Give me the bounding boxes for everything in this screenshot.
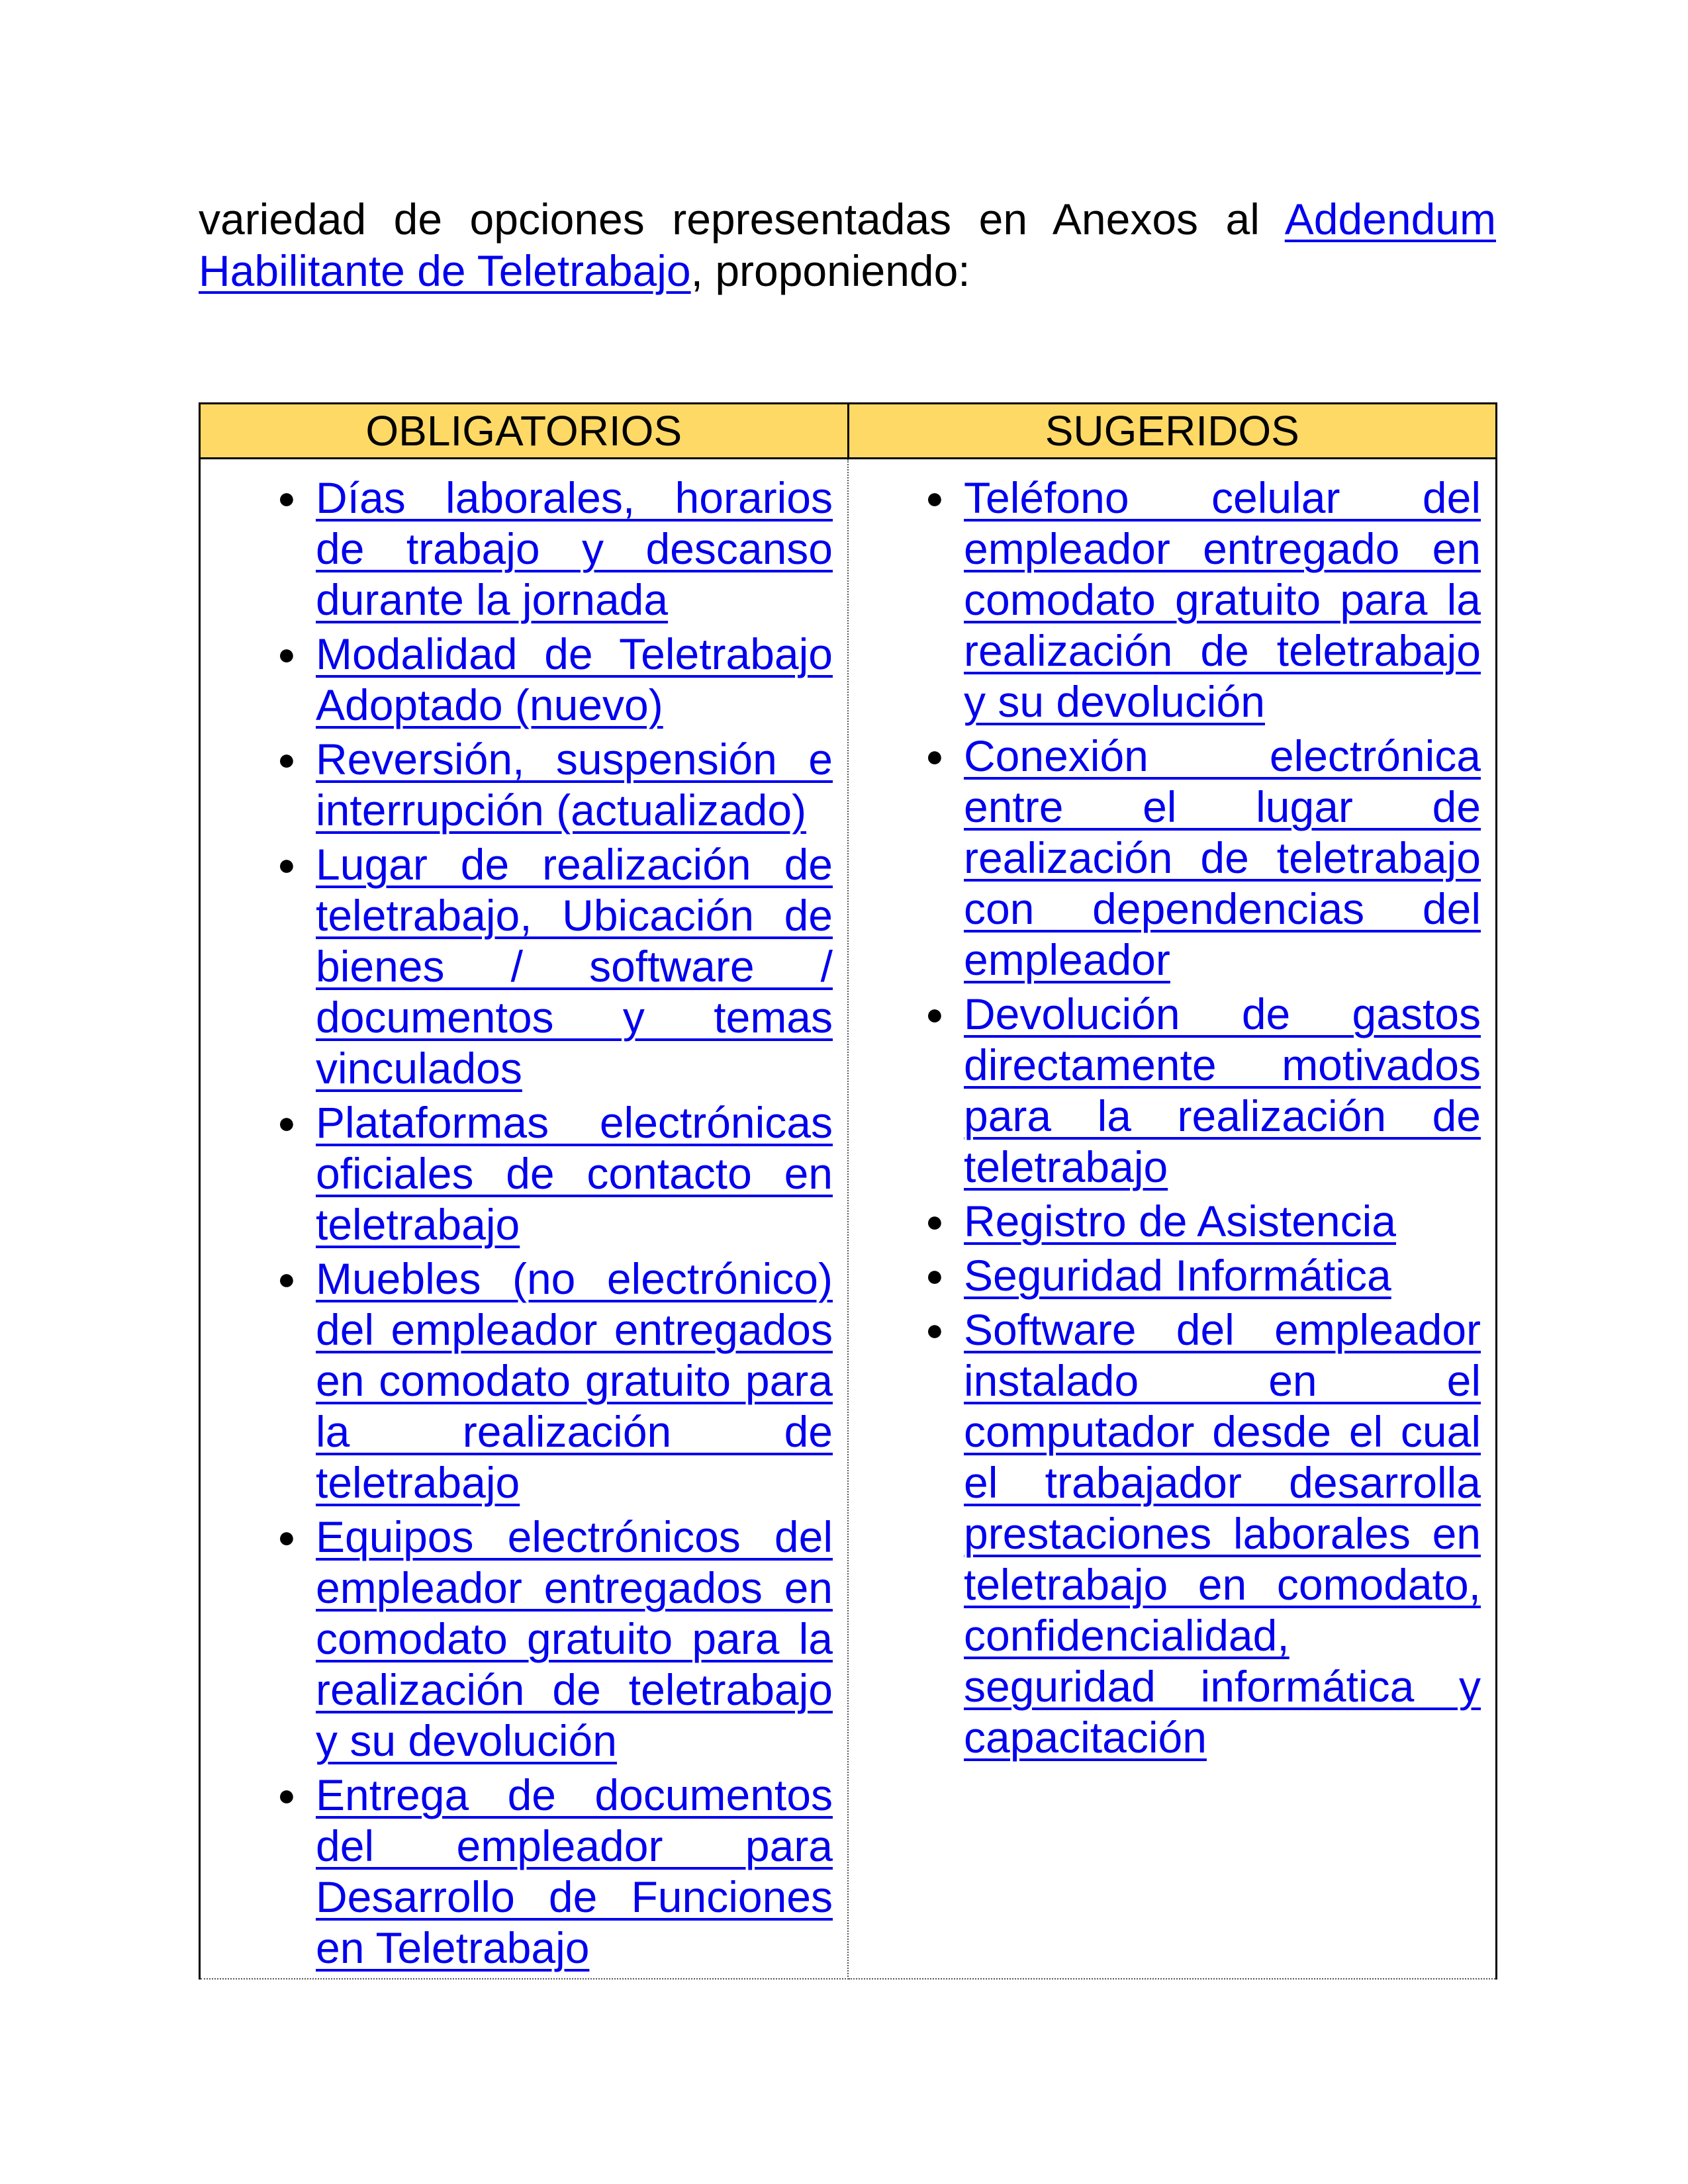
table-header-row <box>200 404 1497 459</box>
sugerido-link[interactable]: Registro de Asistencia <box>964 1197 1397 1246</box>
list-item <box>863 473 1481 727</box>
obligatorio-link[interactable]: Plataformas electrónicas oficiales de contacto en teletrabajo <box>316 1098 833 1249</box>
obligatorios-list <box>215 473 833 1974</box>
bullet-icon: ● <box>277 480 296 515</box>
intro-paragraph <box>199 193 1496 296</box>
obligatorio-link[interactable]: Equipos electrónicos del empleador entregados en comodato gratuito para la realización de teletrabajo y su devolución <box>316 1512 833 1765</box>
list-item <box>215 1253 833 1508</box>
bullet-icon: ● <box>925 739 944 773</box>
bullet-icon: ● <box>925 1258 944 1293</box>
bullet-icon: ● <box>277 1520 296 1554</box>
list-item <box>863 989 1481 1193</box>
table-body-row <box>200 459 1497 1979</box>
bullet-icon: ● <box>277 637 296 671</box>
obligatorio-link[interactable]: Modalidad de Teletrabajo Adoptado (nuevo) <box>316 629 833 729</box>
list-item <box>215 629 833 731</box>
obligatorio-link[interactable]: Entrega de documentos del empleador para Desarrollo de Funciones en Teletrabajo <box>316 1770 833 1972</box>
obligatorio-link[interactable]: Muebles (no electrónico) del empleador entregados en comodato gratuito para la realización de teletrabajo <box>316 1254 833 1507</box>
list-item <box>863 1250 1481 1301</box>
sugeridos-list <box>863 473 1481 1763</box>
bullet-icon: ● <box>277 1261 296 1296</box>
list-item <box>215 734 833 836</box>
list-item <box>863 731 1481 985</box>
sugeridos-cell <box>848 459 1497 1979</box>
list-item <box>215 1770 833 1974</box>
sugerido-link[interactable]: Devolución de gastos directamente motivados para la realización de teletrabajo <box>964 989 1481 1191</box>
bullet-icon: ● <box>277 847 296 882</box>
list-item <box>215 473 833 625</box>
sugerido-link[interactable]: Seguridad Informática <box>964 1251 1391 1300</box>
obligatorios-cell <box>200 459 849 1979</box>
bullet-icon: ● <box>925 480 944 515</box>
header-sugeridos: SUGERIDOS <box>848 404 1497 459</box>
bullet-icon: ● <box>277 742 296 776</box>
sugerido-link[interactable]: Software del empleador instalado en el computador desde el cual el trabajador desarrolla prestaciones laborales en teletrabajo en comodato, confidencialidad, seguridad informática y capacitación <box>964 1305 1481 1762</box>
options-table <box>199 402 1497 1979</box>
list-item <box>215 1097 833 1250</box>
intro-text-before: variedad de opciones representadas en Anexos al <box>199 195 1285 244</box>
obligatorio-link[interactable]: Lugar de realización de teletrabajo, Ubicación de bienes / software / documentos y temas vinculados <box>316 840 833 1093</box>
addendum-link[interactable]: Addendum Habilitante de Teletrabajo <box>199 195 1496 295</box>
list-item <box>863 1304 1481 1763</box>
list-item <box>215 1512 833 1766</box>
bullet-icon: ● <box>277 1778 296 1812</box>
bullet-icon: ● <box>925 1204 944 1238</box>
intro-text-after: , proponiendo: <box>690 246 970 295</box>
bullet-icon: ● <box>925 1312 944 1347</box>
bullet-icon: ● <box>277 1105 296 1140</box>
header-obligatorios: OBLIGATORIOS <box>200 404 849 459</box>
list-item <box>863 1196 1481 1247</box>
sugerido-link[interactable]: Conexión electrónica entre el lugar de realización de teletrabajo con dependencias del empleador <box>964 731 1481 984</box>
list-item <box>215 839 833 1094</box>
bullet-icon: ● <box>925 997 944 1031</box>
obligatorio-link[interactable]: Días laborales, horarios de trabajo y descanso durante la jornada <box>316 473 833 624</box>
sugerido-link[interactable]: Teléfono celular del empleador entregado en comodato gratuito para la realización de teletrabajo y su devolución <box>964 473 1481 726</box>
obligatorio-link[interactable]: Reversión, suspensión e interrupción (actualizado) <box>316 735 833 835</box>
